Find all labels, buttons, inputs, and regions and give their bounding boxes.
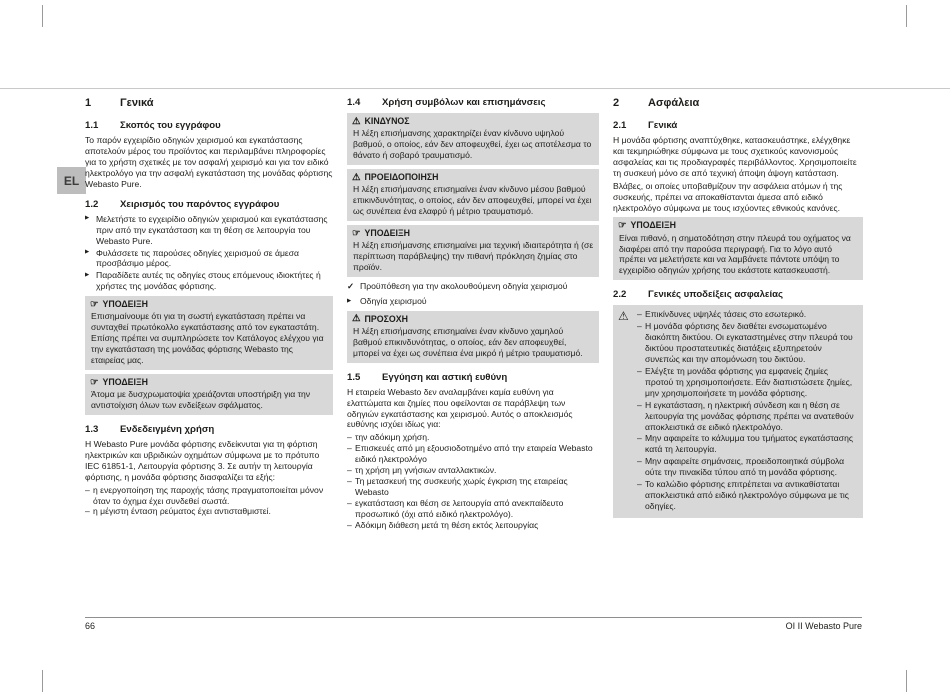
section-1-2-heading <box>85 199 333 211</box>
note-text: Είναι πιθανό, η σηματοδότηση στην πλευρά του οχήματος να διαφέρει από την παρούσα περιγραφή. Για το λόγο αυτό πρέπει να μελετήσετε και να λαμβάνετε πάντοτε υπόψη το εγχειρίδιο οδηγιών χρήσης του εκάστοτε κατασκευαστή. <box>619 232 851 276</box>
precondition-text: Προϋπόθεση για την ακολουθούμενη οδηγία χειρισμού <box>360 280 568 291</box>
section-number: 1.4 <box>347 97 361 108</box>
warning-box-title <box>352 172 594 183</box>
note-box-title <box>90 377 328 388</box>
crop-mark-top-right <box>906 5 907 27</box>
footer-rule <box>85 617 862 618</box>
note-text: Η λέξη επισήμανσης επισημαίνει μια τεχνική ιδιαιτερότητα ή (σε περίπτωση παράβλεψης) την πιθανή πρόκληση ζημίας στο προϊόν. <box>353 240 594 272</box>
column-1 <box>85 97 333 531</box>
section-title: Γενικά <box>120 97 154 109</box>
note-box <box>85 374 333 415</box>
list-item: – εγκατάσταση και θέση σε λειτουργία από ανεκπαίδευτο προσωπικό (όχι από ειδικό ηλεκτρολόγο). <box>347 498 599 520</box>
instruction-bullet: ▶ Μελετήστε το εγχειρίδιο οδηγιών χειρισμού και εγκατάστασης πριν από την εγκατάσταση και τη θέση σε λειτουργία του Webasto Pure. <box>85 214 333 247</box>
list-item: – Η μονάδα φόρτισης δεν διαθέτει ενσωματωμένο διακόπτη δικτύου. Οι εγκαταστημένες στην πλευρά του δικτύου προστατευτικές διατάξεις εξυπηρετούν συνεπώς και την απομόνωση του δικτύου. <box>637 321 858 365</box>
caution-label: ΠΡΟΣΟΧΗ <box>364 313 408 324</box>
section-number: 2.1 <box>613 119 627 131</box>
note-text: Επισημαίνουμε ότι για τη σωστή εγκατάσταση πρέπει να συνταχθεί πρωτόκολλο εγκατάστασης από τον εγκαταστάτη. Επίσης πρέπει να συμπληρώσετε τον Κατάλογος ελέγχου για την εγκατάσταση της μονάδας φόρτισης Webasto της εταιρείας μας. <box>91 311 324 365</box>
crop-mark-bottom-right <box>906 670 907 692</box>
note-box <box>347 225 599 277</box>
checkmark-icon: ✓ <box>347 280 355 291</box>
section-2-2-heading <box>613 289 863 301</box>
list-item: – τη χρήση μη γνήσιων ανταλλακτικών. <box>347 465 599 476</box>
paragraph: Η μονάδα φόρτισης αναπτύχθηκε, κατασκευάστηκε, ελέγχθηκε και τεκμηριώθηκε σύμφωνα με τους σχετικούς κανονισμούς ασφαλείας και τις προδιαγραφές περιβάλλοντος. Χρησιμοποιείτε τη συσκευή μόνο σε από τεχνική άποψη άψογη κατάσταση. <box>613 135 857 178</box>
instruction-bullet: ▶ Φυλάσσετε τις παρούσες οδηγίες χειρισμού σε άμεσα προσβάσιμο μέρος. <box>85 248 333 270</box>
note-box-title <box>618 220 858 231</box>
caution-text: Η λέξη επισήμανσης επισημαίνει έναν κίνδυνο χαμηλού βαθμού επικινδυνότητας, ο οποίος, εάν δεν αποφευχθεί, μπορεί να έχει ως συνέπεια ένα μικρό ή μέτριο τραυματισμό. <box>353 325 583 358</box>
precondition-line <box>347 281 599 292</box>
list-item: – Επικίνδυνες υψηλές τάσεις στο εσωτερικό. <box>637 309 858 320</box>
section-number: 2.2 <box>613 289 627 301</box>
safety-list <box>637 309 858 512</box>
list-item: – την αδόκιμη χρήση. <box>347 432 599 443</box>
note-hand-icon: ☞ <box>90 376 99 388</box>
danger-box <box>347 113 599 165</box>
note-hand-icon: ☞ <box>352 227 361 239</box>
section-2-heading <box>613 97 863 111</box>
list-item: – Μην αφαιρείτε το κάλυμμα του τμήματος εγκατάστασης κατά τη λειτουργία. <box>637 433 858 455</box>
note-hand-icon: ☞ <box>90 299 99 311</box>
section-title: Ενδεδειγμένη χρήση <box>120 423 215 435</box>
crop-mark-bottom-left <box>42 670 43 692</box>
note-box-title <box>90 299 328 310</box>
warning-triangle-icon: ⚠ <box>618 309 629 324</box>
warning-triangle-icon: ⚠ <box>352 171 361 183</box>
section-number: 1.3 <box>85 423 99 435</box>
caution-box-title <box>352 314 594 325</box>
list-item: – Η εγκατάσταση, η ηλεκτρική σύνδεση και η θέση σε λειτουργία της μονάδας φόρτισης πρέπει να ανατεθούν αποκλειστικά σε ειδικό ηλεκτρολόγο. <box>637 400 858 433</box>
section-title: Ασφάλεια <box>648 97 700 109</box>
section-1-5-heading <box>347 372 599 384</box>
danger-text: Η λέξη επισήμανσης χαρακτηρίζει έναν κίνδυνο υψηλού βαθμού, ο οποίος, εάν δεν αποφευχθεί, έχει ως αποτέλεσμα το θάνατο ή σοβαρό τραυματισμό. <box>353 128 592 161</box>
safety-instructions-box <box>613 305 863 517</box>
language-tab: EL <box>57 167 86 194</box>
section-title: Γενικές υποδείξεις ασφαλείας <box>648 289 784 301</box>
list-item: – η ενεργοποίηση της παροχής τάσης πραγματοποιείται μόνον όταν το όχημα έχει συνδεθεί σωστά. <box>85 485 333 507</box>
section-title: Χειρισμός του παρόντος εγγράφου <box>120 198 280 210</box>
section-1-3-heading <box>85 424 333 436</box>
warning-triangle-icon: ⚠ <box>352 116 361 127</box>
warning-label: ΠΡΟΕΙΔΟΠΟΙΗΣΗ <box>364 172 439 183</box>
warning-box <box>347 169 599 221</box>
danger-label: ΚΙΝΔΥΝΟΣ <box>364 116 410 127</box>
section-number: 2 <box>613 97 620 109</box>
note-label: ΥΠΟΔΕΙΞΗ <box>630 220 677 231</box>
section-1-heading <box>85 97 333 111</box>
instruction-line <box>347 296 599 307</box>
page-content <box>85 97 863 531</box>
note-box <box>613 217 863 280</box>
section-number: 1.1 <box>85 119 99 131</box>
instruction-bullet: ▶ Παραδίδετε αυτές τις οδηγίες στους επόμενους ιδιοκτήτες ή χρήστες της μονάδας φόρτισης. <box>85 270 333 292</box>
section-title: Χρήση συμβόλων και επισημάνσεις <box>382 97 546 108</box>
section-title: Εγγύηση και αστική ευθύνη <box>382 371 508 383</box>
caution-box <box>347 311 599 363</box>
paragraph: Η εταιρεία Webasto δεν αναλαμβάνει καμία ευθύνη για ελαττώματα και ζημίες που οφείλονται σε παράβλεψη των οδηγιών εγκατάστασης και χειρισμού. Αυτός ο αποκλεισμός ευθύνης ισχύει ιδίως για: <box>347 386 573 430</box>
instruction-text: Οδηγία χειρισμού <box>360 295 427 306</box>
top-rule <box>0 88 950 89</box>
note-label: ΥΠΟΔΕΙΞΗ <box>102 376 149 387</box>
page-number: 66 <box>85 621 96 631</box>
note-text: Άτομα με δυσχρωματοψία χρειάζονται υποστήριξη για την αντιστοίχιση όλων των ενδείξεων σφάλματος. <box>91 389 311 410</box>
note-box <box>85 296 333 370</box>
list-item: – η μέγιστη ένταση ρεύματος έχει αντισταθμιστεί. <box>85 506 333 517</box>
warning-triangle-icon: ⚠ <box>352 313 361 325</box>
column-3 <box>613 97 863 531</box>
section-1-4-heading <box>347 97 599 109</box>
paragraph: Το παρόν εγχειρίδιο οδηγιών χειρισμού και εγκατάστασης αποτελούν μέρος του προϊόντος και περιλαμβάνει πληροφορίες για το χρήστη σχετικές με τον ασφαλή χειρισμό και για τον ειδικό ηλεκτρολόγο για την ασφαλή εγκατάσταση της μονάδας φόρτισης Webasto Pure. <box>85 135 333 189</box>
section-number: 1.2 <box>85 198 99 210</box>
section-2-1-heading <box>613 120 863 132</box>
list-item: – Ελέγξτε τη μονάδα φόρτισης για εμφανείς ζημίες προτού τη χρησιμοποιήσετε. Εάν διαπιστώσετε ζημίες, μην χρησιμοποιήσετε τη μονάδα φόρτισης. <box>637 366 858 399</box>
note-label: ΥΠΟΔΕΙΞΗ <box>102 299 149 310</box>
note-label: ΥΠΟΔΕΙΞΗ <box>364 227 411 238</box>
list-item: – Μην αφαιρείτε σημάνσεις, προειδοποιητικά σύμβολα ούτε την πινακίδα τύπου από τη μονάδα φόρτισης. <box>637 456 858 478</box>
section-number: 1 <box>85 97 92 109</box>
section-title: Σκοπός του εγγράφου <box>120 119 221 131</box>
document-reference: OI II Webasto Pure <box>785 621 862 631</box>
section-title: Γενικά <box>648 119 678 131</box>
section-number: 1.5 <box>347 371 361 383</box>
list-item: – Αδόκιμη διάθεση μετά τη θέση εκτός λειτουργίας <box>347 520 599 531</box>
paragraph: Η Webasto Pure μονάδα φόρτισης ενδείκνυται για τη φόρτιση ηλεκτρικών και υβριδικών οχημάτων σύμφωνα με το πρότυπο IEC 61851-1, Λειτουργία φόρτισης 3. Σε αυτήν τη λειτουργία φόρτισης, η μονάδα φόρτισης διασφαλίζει τα εξής: <box>85 439 320 482</box>
list-item: – Επισκευές από μη εξουσιοδοτημένο από την εταιρεία Webasto ειδικό ηλεκτρολόγο <box>347 443 599 465</box>
note-hand-icon: ☞ <box>618 220 627 232</box>
column-2 <box>347 97 599 531</box>
list-item: – Τη μετασκευή της συσκευής χωρίς έγκριση της εταιρείας Webasto <box>347 476 599 498</box>
arrow-bullet-icon: ▶ <box>347 298 352 305</box>
danger-box-title <box>352 116 594 127</box>
warning-text: Η λέξη επισήμανσης επισημαίνει έναν κίνδυνο μέσου βαθμού επικινδυνότητας, ο οποίος, εάν δεν αποφευχθεί, μπορεί να έχει ως συνέπεια ένα ελαφρύ ή μέτριο τραυματισμό. <box>353 184 592 217</box>
section-1-1-heading <box>85 120 333 132</box>
list-item: – Το καλώδιο φόρτισης επιτρέπεται να αντικαθίσταται αποκλειστικά από ειδικό ηλεκτρολόγο σύμφωνα με τις οδηγίες. <box>637 479 858 512</box>
paragraph: Βλάβες, οι οποίες υποβαθμίζουν την ασφάλεια ατόμων ή της συσκευής, πρέπει να αποκαθίστανται άμεσα από ειδικό ηλεκτρολόγο σύμφωνα με τους ισχύοντες εθνικούς κανόνες. <box>613 180 843 213</box>
note-box-title <box>352 228 594 239</box>
crop-mark-top-left <box>42 5 43 27</box>
